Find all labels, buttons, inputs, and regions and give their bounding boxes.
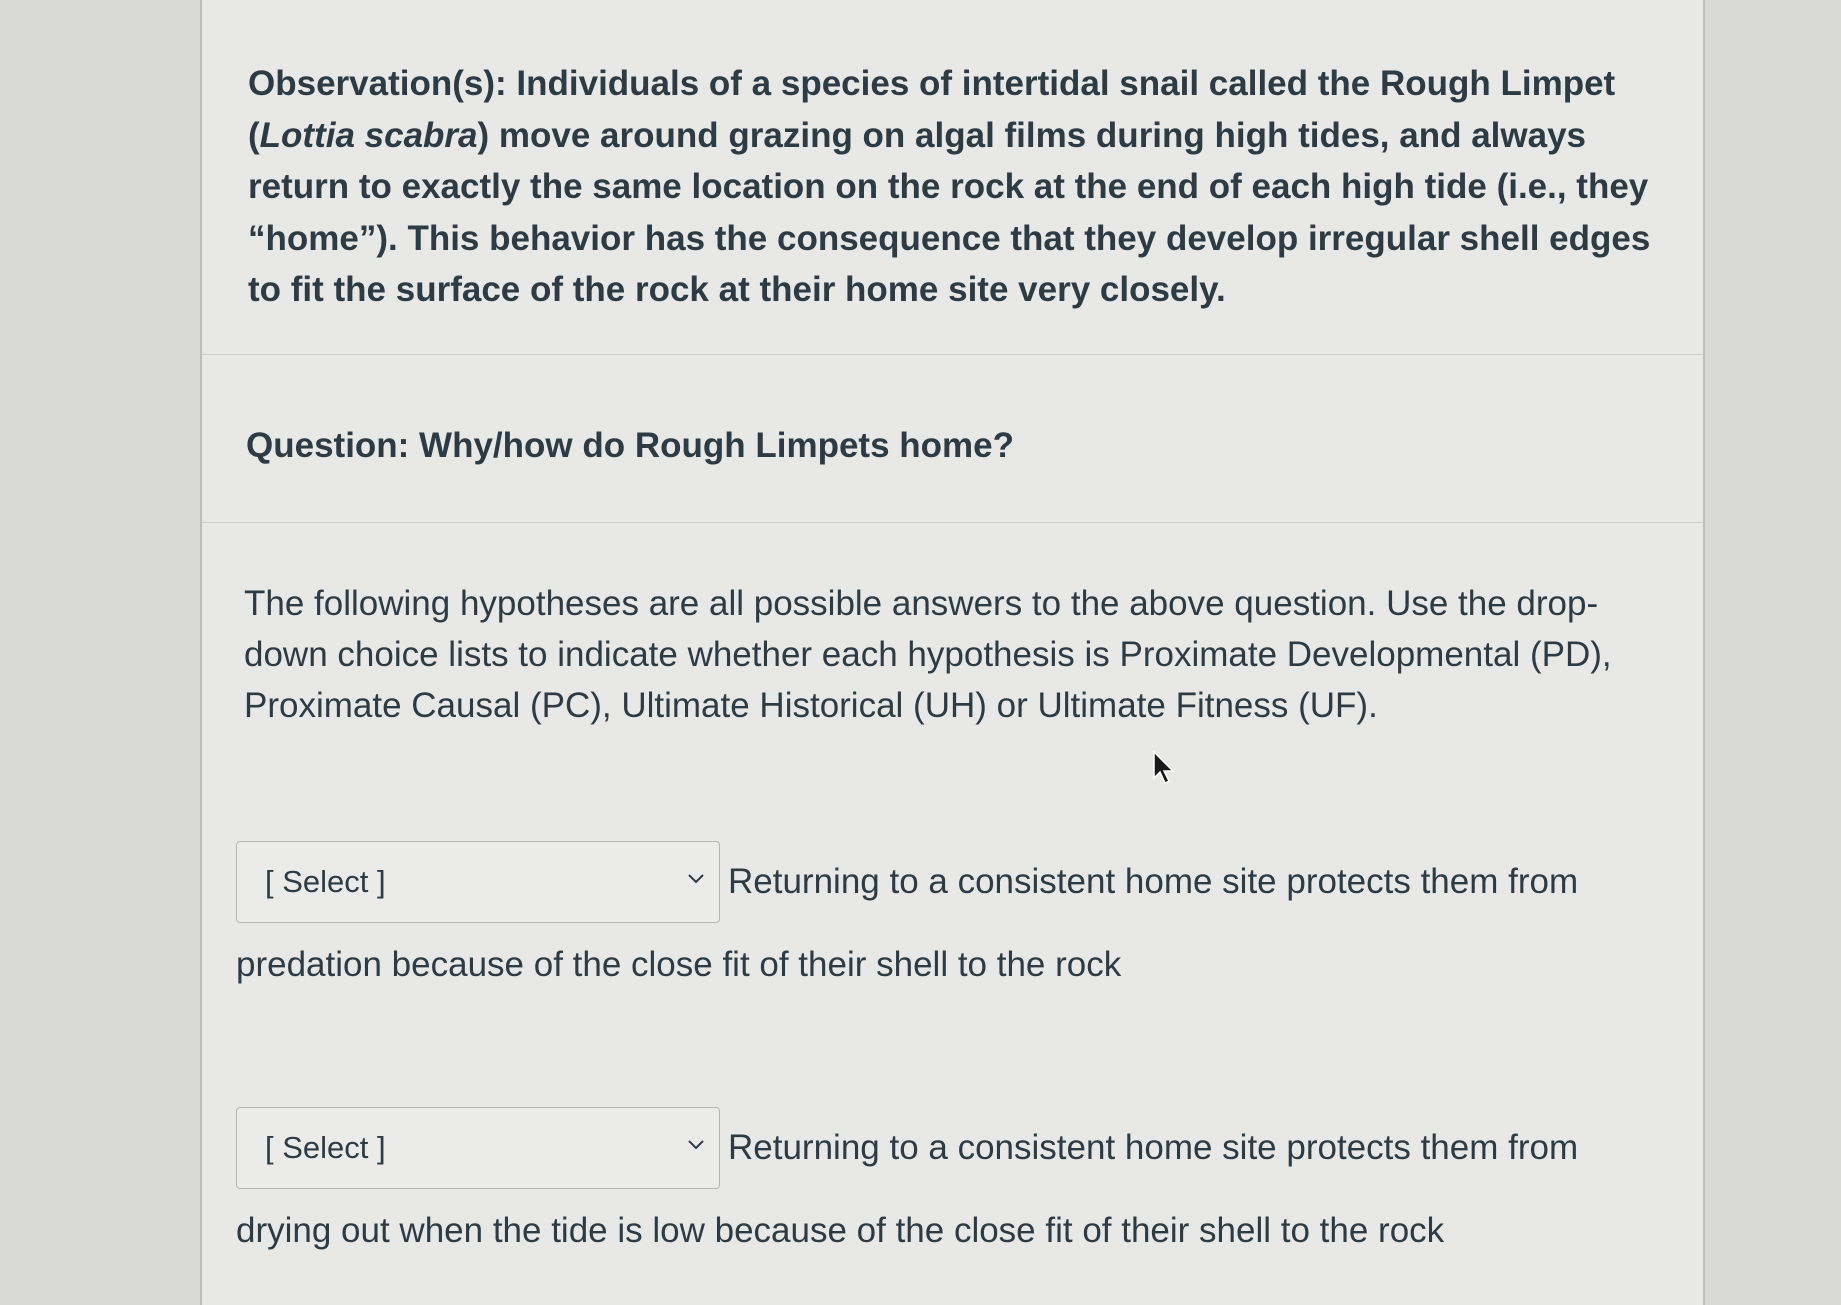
select-placeholder: [ Select ] <box>265 863 386 899</box>
hypothesis-item <box>236 840 1656 1005</box>
observation-label: Observation(s): <box>248 64 517 103</box>
instructions-text: The following hypotheses are all possible answers to the above question. Use the drop-down choice lists to indicate whether each hypothesis is Proximate Developmental (PD), Proximate Causal (PC), Ultimate Historical (UH) or Ultimate Fitness (UF). <box>244 584 1612 725</box>
chevron-down-icon <box>685 1134 707 1154</box>
observation-body-start: Individuals of a species of intertidal snail called the Rough Limpet ( <box>248 64 1616 155</box>
species-name: Lottia scabra <box>259 115 478 155</box>
observation-body-end: ) move around grazing on algal films during high tides, and always return to exactly the same location on the rock at the end of each high tide (i.e., they “home”). This behavior has the consequence that they develop irregular shell edges to fit the surface of the rock at their home site very closely. <box>248 115 1651 309</box>
hypothesis-2-select[interactable] <box>236 1107 720 1189</box>
hypothesis-2-text: Returning to a consistent home site protects them from drying out when the tide is low because of the close fit of their shell to the rock <box>236 1127 1579 1250</box>
observation-text <box>248 58 1668 316</box>
question-text: Question: Why/how do Rough Limpets home? <box>246 426 1015 465</box>
mouse-cursor-icon <box>1152 750 1176 786</box>
quiz-question-panel <box>200 0 1705 1305</box>
hypothesis-item <box>236 1106 1656 1271</box>
select-placeholder: [ Select ] <box>265 1129 386 1165</box>
section-divider <box>202 354 1703 355</box>
hypothesis-1-select[interactable] <box>236 841 720 923</box>
chevron-down-icon <box>685 868 707 888</box>
hypothesis-1-text: Returning to a consistent home site protects them from predation because of the close fit of their shell to the rock <box>236 861 1579 984</box>
section-divider <box>202 522 1703 523</box>
